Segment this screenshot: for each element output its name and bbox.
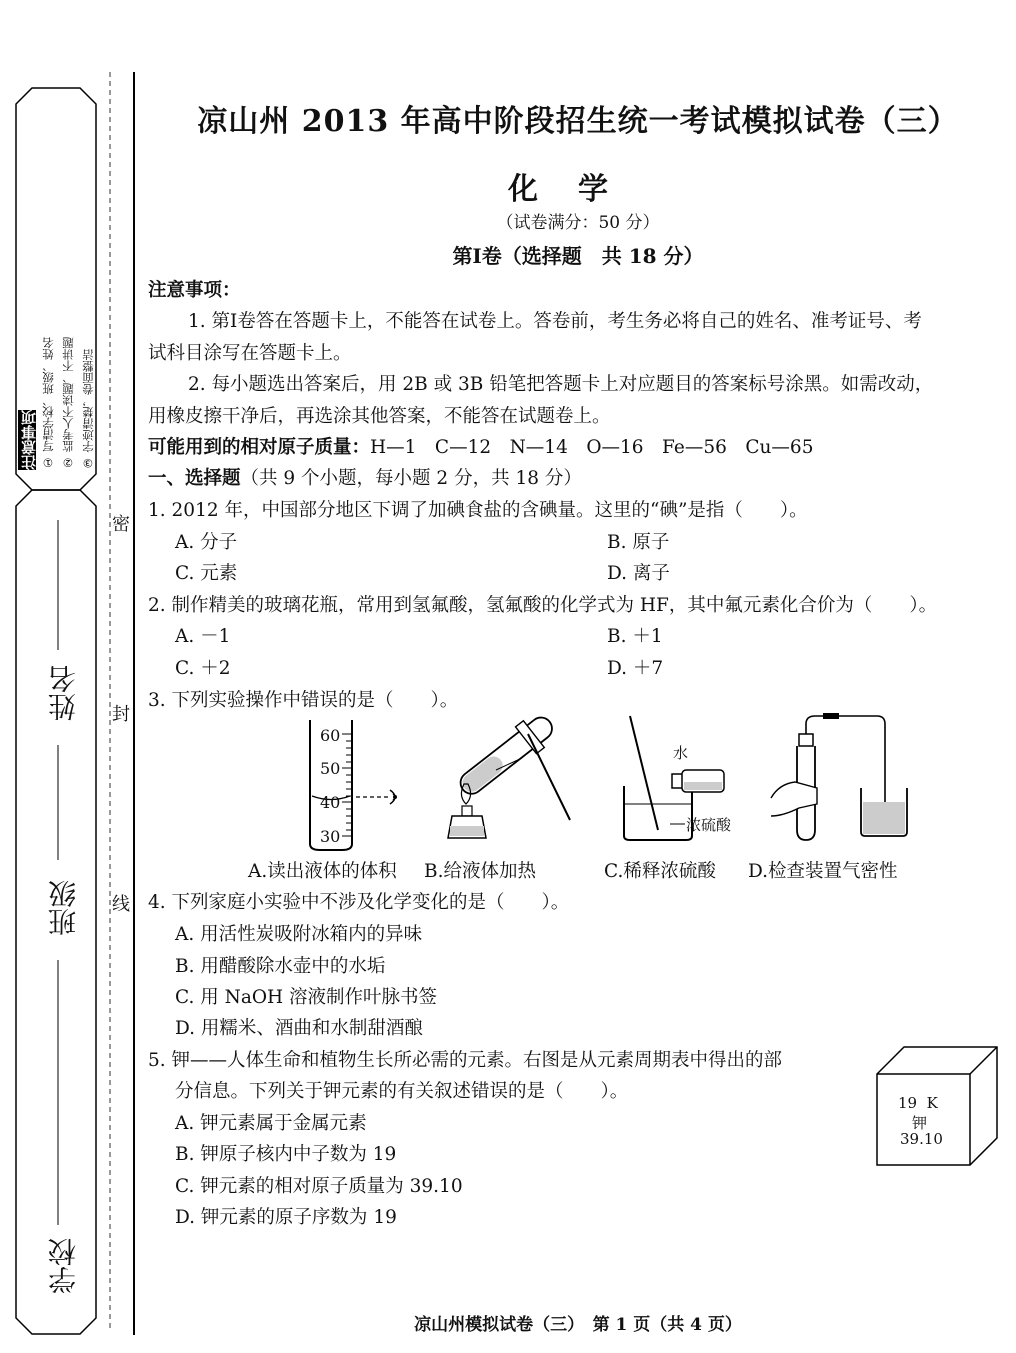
notice-block — [18, 280, 95, 470]
q1-stem: 1. 2012 年，中国部分地区下调了加碘食盐的含碘量。这里的“碘”是指（ ）。 — [148, 500, 808, 521]
cylinder-tick-40: 40 — [320, 793, 341, 812]
figure-a-cylinder — [290, 712, 440, 852]
element-symbol: K — [926, 1094, 938, 1112]
section-note: （共 9 个小题，每小题 2 分，共 18 分） — [240, 468, 582, 489]
note-2-line-1: 2. 每小题选出答案后，用 2B 或 3B 铅笔把答题卡上对应题目的答案标号涂黑。如需改动， — [188, 374, 934, 395]
cylinder-tick-50: 50 — [320, 759, 341, 778]
note-1-line-1: 1. 第Ⅰ卷答在答题卡上，不能答在试卷上。答卷前，考生务必将自己的姓名、准考证号、考 — [188, 311, 922, 332]
element-number-symbol — [898, 1094, 938, 1112]
cylinder-tick-30: 30 — [320, 827, 341, 846]
atomic-mass-label: 可能用到的相对原子质量： — [148, 437, 371, 458]
figure-c-acid-label: 浓硫酸 — [686, 816, 732, 834]
q3-caption-b: B.给液体加热 — [424, 861, 536, 882]
q4-option-a: A. 用活性炭吸附冰箱内的异味 — [175, 924, 423, 945]
class-label: 班级 — [47, 880, 80, 936]
seal-char-1: 密 — [112, 514, 130, 535]
notes-heading: 注意事项： — [148, 280, 241, 301]
atomic-mass-values: H—1 C—12 N—14 O—16 Fe—56 Cu—65 — [370, 437, 814, 458]
q3-caption-a: A.读出液体的体积 — [248, 861, 397, 882]
cylinder-tick-60: 60 — [320, 726, 341, 745]
q2-option-c: C. ＋2 — [175, 658, 231, 679]
notice-title: 注意事项 — [20, 410, 38, 470]
q4-option-d: D. 用糯米、酒曲和水制甜酒酿 — [175, 1018, 423, 1039]
figure-d-airtight — [765, 712, 930, 852]
element-name: 钾 — [912, 1114, 928, 1132]
figure-c-water-label: 水 — [673, 744, 689, 762]
q1-option-a: A. 分子 — [175, 532, 238, 553]
note-1-line-2: 试科目涂写在答题卡上。 — [148, 343, 352, 364]
q2-option-a: A. －1 — [175, 626, 231, 647]
q3-caption-d: D.检查装置气密性 — [748, 861, 898, 882]
q4-stem: 4. 下列家庭小实验中不涉及化学变化的是（ ）。 — [148, 892, 570, 913]
score-note: （试卷满分：50 分） — [496, 213, 660, 233]
q4-option-b: B. 用醋酸除水壶中的水垢 — [175, 956, 386, 977]
volume-title — [140, 240, 1016, 269]
subject-title: 化学 — [508, 172, 648, 207]
q3-stem: 3. 下列实验操作中错误的是（ ）。 — [148, 690, 459, 711]
q1-option-d: D. 离子 — [607, 563, 670, 584]
q1-option-b: B. 原子 — [607, 532, 670, 553]
note-2-line-2: 用橡皮擦干净后，再选涂其他答案，不能答在试题卷上。 — [148, 406, 611, 427]
q2-stem: 2. 制作精美的玻璃花瓶，常用到氢氟酸，氢氟酸的化学式为 HF，其中氟元素化合价为（ ）。 — [148, 595, 938, 616]
q3-figures — [290, 712, 930, 852]
notice-item-1: ① 写清学校、班级、姓名 — [41, 337, 55, 470]
seal-char-2: 封 — [112, 704, 130, 725]
page-footer: 凉山州模拟试卷（三） 第 1 页（共 4 页） — [414, 1315, 742, 1335]
school-label: 学校 — [47, 1238, 80, 1294]
seal-char-3: 线 — [112, 894, 130, 915]
atomic-mass-line — [148, 433, 813, 459]
q5-stem-line-1: 5. 钾——人体生命和植物生长所必需的元素。右图是从元素周期表中得出的部 — [148, 1050, 783, 1071]
q2-option-b: B. ＋1 — [607, 626, 663, 647]
figure-b-heating — [440, 712, 580, 852]
q1-option-c: C. 元素 — [175, 563, 238, 584]
q5-option-b: B. 钾原子核内中子数为 19 — [175, 1144, 397, 1165]
q4-option-c: C. 用 NaOH 溶液制作叶脉书签 — [175, 987, 438, 1008]
section-heading — [148, 464, 582, 490]
name-label: 姓名 — [47, 665, 80, 721]
notice-item-2: ② 监考人不读题、不讲题 — [61, 337, 75, 470]
q5-stem-line-2: 分信息。下列关于钾元素的有关叙述错误的是（ ）。 — [175, 1081, 629, 1102]
element-number: 19 — [898, 1094, 918, 1112]
exam-title: 凉山州 2013 年高中阶段招生统一考试模拟试卷（三） — [197, 104, 959, 139]
q3-caption-c: C.稀释浓硫酸 — [604, 861, 716, 882]
element-cell-potassium — [876, 1046, 998, 1166]
q2-option-d: D. ＋7 — [607, 658, 664, 679]
q5-option-a: A. 钾元素属于金属元素 — [175, 1113, 367, 1134]
section-title: 一、选择题 — [148, 468, 241, 489]
q5-option-d: D. 钾元素的原子序数为 19 — [175, 1207, 397, 1228]
q5-option-c: C. 钾元素的相对原子质量为 39.10 — [175, 1176, 463, 1197]
notice-item-3: ③ 字迹清楚，卷面整洁 — [81, 348, 95, 470]
element-mass: 39.10 — [900, 1130, 943, 1148]
volume-text: 第Ⅰ卷（选择题 共 18 分） — [452, 244, 704, 268]
